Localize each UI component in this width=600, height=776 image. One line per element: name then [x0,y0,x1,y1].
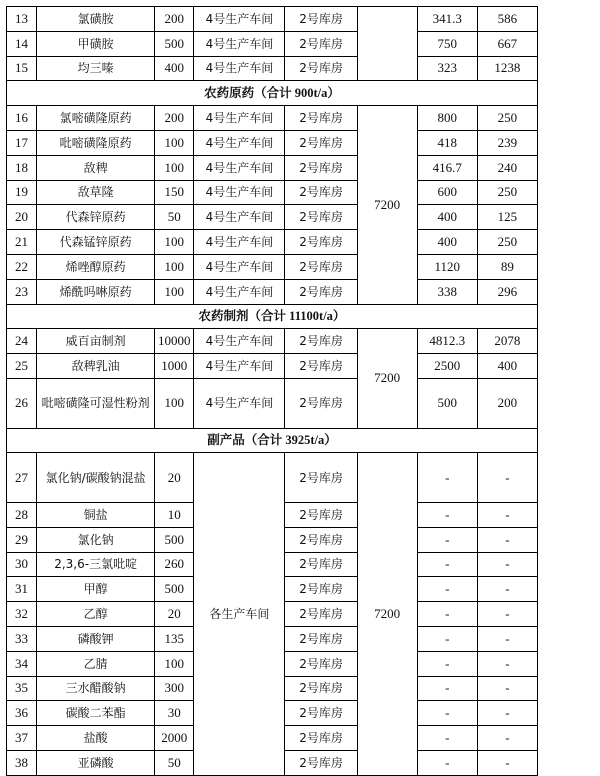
value-b: - [477,502,537,527]
product-table [6,6,538,776]
storage: 2号库房 [285,726,357,751]
annual-output: 300 [155,676,194,701]
annual-output: 100 [155,378,194,428]
section-header: 副产品（合计 3925t/a） [7,428,538,453]
row-number: 23 [7,279,37,304]
storage: 2号库房 [285,155,357,180]
storage: 2号库房 [285,130,357,155]
storage: 2号库房 [285,254,357,279]
storage: 2号库房 [285,354,357,379]
table-row [7,354,538,379]
row-number: 26 [7,378,37,428]
value-a: 4812.3 [417,329,477,354]
value-b: - [477,701,537,726]
storage: 2号库房 [285,205,357,230]
section-header-row [7,81,538,106]
storage: 2号库房 [285,329,357,354]
value-a: - [417,502,477,527]
section-header: 农药制剂（合计 11100t/a） [7,304,538,329]
annual-output: 50 [155,205,194,230]
value-a: 750 [417,31,477,56]
storage: 2号库房 [285,750,357,775]
product-name: 敌稗 [37,155,155,180]
section-header-row [7,304,538,329]
row-number: 13 [7,7,37,32]
value-b: 200 [477,378,537,428]
value-b: 250 [477,106,537,131]
workshop: 4号生产车间 [194,378,285,428]
product-name: 氯化钠 [37,527,155,552]
storage: 2号库房 [285,552,357,577]
storage: 2号库房 [285,626,357,651]
storage: 2号库房 [285,701,357,726]
value-a: - [417,602,477,627]
row-number: 30 [7,552,37,577]
storage: 2号库房 [285,279,357,304]
annual-output: 200 [155,106,194,131]
product-name: 亚磷酸 [37,750,155,775]
value-a: 400 [417,230,477,255]
table-row [7,329,538,354]
value-b: - [477,626,537,651]
product-name: 甲醇 [37,577,155,602]
annual-output: 20 [155,453,194,503]
row-number: 34 [7,651,37,676]
annual-output: 135 [155,626,194,651]
value-a: 323 [417,56,477,81]
value-a: - [417,726,477,751]
workshop: 4号生产车间 [194,56,285,81]
storage: 2号库房 [285,31,357,56]
product-name: 乙腈 [37,651,155,676]
value-a: 800 [417,106,477,131]
operating-hours [357,7,417,81]
product-name: 代森锌原药 [37,205,155,230]
storage: 2号库房 [285,602,357,627]
annual-output: 500 [155,577,194,602]
value-b: 296 [477,279,537,304]
value-a: 341.3 [417,7,477,32]
annual-output: 500 [155,31,194,56]
value-b: 240 [477,155,537,180]
row-number: 21 [7,230,37,255]
workshop: 4号生产车间 [194,180,285,205]
value-b: - [477,453,537,503]
operating-hours: 7200 [357,453,417,775]
value-a: - [417,651,477,676]
row-number: 36 [7,701,37,726]
row-number: 37 [7,726,37,751]
annual-output: 100 [155,130,194,155]
value-a: - [417,750,477,775]
value-a: - [417,552,477,577]
row-number: 35 [7,676,37,701]
workshop: 4号生产车间 [194,7,285,32]
value-b: - [477,577,537,602]
annual-output: 100 [155,651,194,676]
value-a: - [417,527,477,552]
row-number: 14 [7,31,37,56]
storage: 2号库房 [285,7,357,32]
product-name: 吡嘧磺隆原药 [37,130,155,155]
row-number: 31 [7,577,37,602]
value-a: - [417,701,477,726]
storage: 2号库房 [285,106,357,131]
value-a: 1120 [417,254,477,279]
product-name: 磷酸钾 [37,626,155,651]
annual-output: 10 [155,502,194,527]
value-b: 239 [477,130,537,155]
operating-hours: 7200 [357,329,417,428]
value-b: 586 [477,7,537,32]
row-number: 15 [7,56,37,81]
product-name: 烯唑醇原药 [37,254,155,279]
annual-output: 100 [155,279,194,304]
annual-output: 30 [155,701,194,726]
table-row [7,205,538,230]
value-b: - [477,750,537,775]
product-name: 氯化钠/碳酸钠混盐 [37,453,155,503]
value-a: - [417,626,477,651]
storage: 2号库房 [285,378,357,428]
storage: 2号库房 [285,577,357,602]
annual-output: 1000 [155,354,194,379]
value-a: 338 [417,279,477,304]
table-row [7,31,538,56]
storage: 2号库房 [285,453,357,503]
value-b: - [477,527,537,552]
value-b: 2078 [477,329,537,354]
product-name: 氯磺胺 [37,7,155,32]
annual-output: 2000 [155,726,194,751]
product-name: 碳酸二苯酯 [37,701,155,726]
value-a: 600 [417,180,477,205]
storage: 2号库房 [285,676,357,701]
product-name: 均三嗪 [37,56,155,81]
table-row [7,106,538,131]
table-row [7,130,538,155]
workshop: 4号生产车间 [194,31,285,56]
annual-output: 10000 [155,329,194,354]
product-name: 三水醋酸钠 [37,676,155,701]
row-number: 32 [7,602,37,627]
row-number: 18 [7,155,37,180]
row-number: 17 [7,130,37,155]
product-name: 敌草隆 [37,180,155,205]
workshop: 4号生产车间 [194,130,285,155]
value-b: 667 [477,31,537,56]
annual-output: 200 [155,7,194,32]
value-a: 400 [417,205,477,230]
annual-output: 500 [155,527,194,552]
row-number: 27 [7,453,37,503]
annual-output: 100 [155,155,194,180]
product-name: 代森锰锌原药 [37,230,155,255]
value-a: 2500 [417,354,477,379]
table-row [7,378,538,428]
workshop: 4号生产车间 [194,254,285,279]
value-a: 416.7 [417,155,477,180]
row-number: 28 [7,502,37,527]
value-a: 500 [417,378,477,428]
workshop: 4号生产车间 [194,155,285,180]
storage: 2号库房 [285,230,357,255]
product-name: 威百亩制剂 [37,329,155,354]
annual-output: 150 [155,180,194,205]
product-name: 烯酰吗啉原药 [37,279,155,304]
workshop: 4号生产车间 [194,329,285,354]
value-a: - [417,453,477,503]
product-name: 铜盐 [37,502,155,527]
product-name: 吡嘧磺隆可湿性粉剂 [37,378,155,428]
row-number: 25 [7,354,37,379]
row-number: 38 [7,750,37,775]
workshop: 4号生产车间 [194,354,285,379]
value-b: - [477,602,537,627]
product-name: 2,3,6-三氯吡啶 [37,552,155,577]
value-a: 418 [417,130,477,155]
row-number: 19 [7,180,37,205]
value-a: - [417,577,477,602]
workshop: 4号生产车间 [194,205,285,230]
storage: 2号库房 [285,527,357,552]
storage: 2号库房 [285,56,357,81]
storage: 2号库房 [285,502,357,527]
value-b: - [477,651,537,676]
value-a: - [417,676,477,701]
section-header-row [7,428,538,453]
table-row [7,180,538,205]
table-row [7,56,538,81]
annual-output: 100 [155,254,194,279]
storage: 2号库房 [285,180,357,205]
table-row [7,279,538,304]
row-number: 24 [7,329,37,354]
table-row [7,254,538,279]
table-row [7,7,538,32]
workshop: 各生产车间 [194,453,285,775]
value-b: 250 [477,180,537,205]
product-name: 甲磺胺 [37,31,155,56]
annual-output: 400 [155,56,194,81]
workshop: 4号生产车间 [194,279,285,304]
row-number: 33 [7,626,37,651]
product-name: 氯嘧磺隆原药 [37,106,155,131]
value-b: - [477,676,537,701]
value-b: 400 [477,354,537,379]
value-b: - [477,552,537,577]
workshop: 4号生产车间 [194,106,285,131]
value-b: 125 [477,205,537,230]
row-number: 20 [7,205,37,230]
product-name: 敌稗乳油 [37,354,155,379]
value-b: - [477,726,537,751]
table-row [7,230,538,255]
row-number: 16 [7,106,37,131]
row-number: 22 [7,254,37,279]
value-b: 89 [477,254,537,279]
product-name: 乙醇 [37,602,155,627]
section-header: 农药原药（合计 900t/a） [7,81,538,106]
product-name: 盐酸 [37,726,155,751]
annual-output: 260 [155,552,194,577]
workshop: 4号生产车间 [194,230,285,255]
annual-output: 50 [155,750,194,775]
table-row [7,155,538,180]
storage: 2号库房 [285,651,357,676]
table-row [7,453,538,503]
annual-output: 100 [155,230,194,255]
value-b: 250 [477,230,537,255]
operating-hours: 7200 [357,106,417,304]
value-b: 1238 [477,56,537,81]
annual-output: 20 [155,602,194,627]
row-number: 29 [7,527,37,552]
